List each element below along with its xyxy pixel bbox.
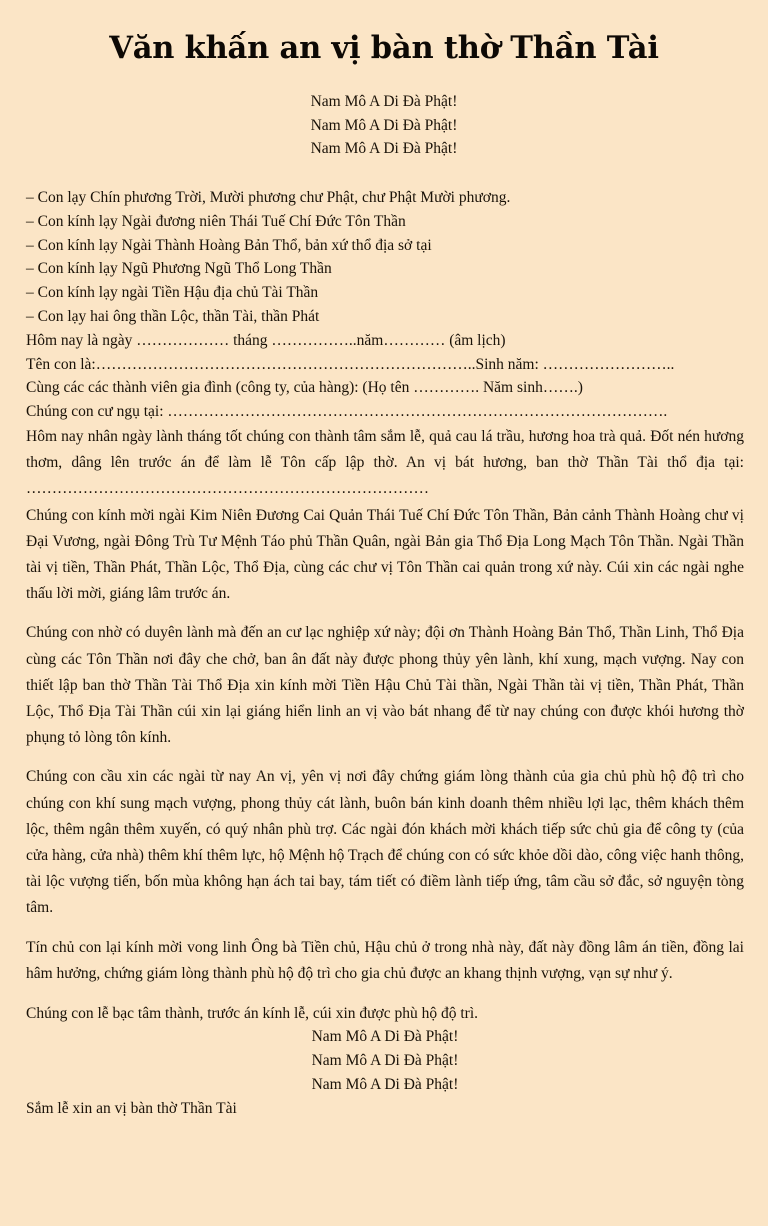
paragraph-offering: Hôm nay nhân ngày lành tháng tốt chúng con thành tâm sắm lễ, quả cau lá trầu, hương hoa trà quả. Đốt nén hương thơm, dâng lên trước án để làm lễ Tôn cấp lập thờ. An vị bát hương, ban thờ Thần Tài thổ địa tại: …………………………………………………………………… (26, 427, 744, 498)
name-line: Tên con là:………………………………………………………………..Sinh năm: …………………….. (26, 355, 675, 373)
invocation-line: – Con kính lạy Ngũ Phương Ngũ Thổ Long Thần (26, 260, 332, 278)
paragraph-gratitude: Chúng con nhờ có duyên lành mà đến an cư lạc nghiệp xứ này; đội ơn Thành Hoàng Bản Thổ, Thần Linh, Thổ Địa cùng các Tôn Thần nơi đây che chở, ban ân đất này được phong thủy yên lành, khí xung, mạch vượng. Nay con thiết lập ban thờ Thần Tài Thổ Địa xin kính mời Tiền Hậu Chủ Tài thần, Ngài Thần tài vị tiền, Thần Phát, Thần Lộc, Thổ Địa Tài Thần cúi xin lại giáng hiển linh an vị vào bát nhang để từ nay chúng con được khói hương thờ phụng tỏ lòng tôn kính. (26, 624, 744, 747)
paragraph-invitation: Chúng con kính mời ngài Kim Niên Đương Cai Quản Thái Tuế Chí Đức Tôn Thần, Bản cảnh Thành Hoàng chư vị Đại Vương, ngài Đông Trù Tư Mệnh Táo phủ Thần Quân, ngài Bản gia Thổ Địa Long Mạch Tôn Thần. Ngài Thần tài vị tiền, Thần Phát, Thần Lộc, Thổ Địa, cùng các chư vị Tôn Thần cai quản trong xứ này. Cúi xin các ngài nghe thấu lời mời, giáng lâm trước án. (26, 506, 744, 603)
closing-chant-line: Nam Mô A Di Đà Phật! (311, 1052, 459, 1070)
invocation-line: – Con lạy Chín phương Trời, Mười phương chư Phật, chư Phật Mười phương. (26, 189, 511, 206)
closing-chant-line: Nam Mô A Di Đà Phật! (311, 1076, 459, 1094)
intro-chant-line: Nam Mô A Di Đà Phật! (310, 140, 458, 157)
invocation-line: – Con kính lạy Ngài Thành Hoàng Bản Thổ, bản xứ thổ địa sở tại (26, 236, 432, 254)
invocation-line: – Con lạy hai ông thần Lộc, thần Tài, thần Phát (26, 307, 320, 325)
intro-chant-line: Nam Mô A Di Đà Phật! (310, 116, 458, 134)
invocation-list (26, 186, 744, 329)
fill-in-form (26, 329, 744, 424)
intro-chant-line: Nam Mô A Di Đà Phật! (310, 93, 458, 110)
invocation-line: – Con kính lạy ngài Tiền Hậu địa chủ Tài Thần (26, 284, 319, 302)
closing-chant-line: Nam Mô A Di Đà Phật! (311, 1028, 459, 1046)
footer-caption: Sắm lễ xin an vị bàn thờ Thần Tài (26, 1100, 237, 1118)
residence-line: Chúng con cư ngụ tại: ……………………………………………………………………………………. (26, 403, 668, 421)
paragraph-prayer: Chúng con cầu xin các ngài từ nay An vị, yên vị nơi đây chứng giám lòng thành của gia chủ phù hộ độ trì cho chúng con khí sung mạch vượng, phong thủy cát lành, buôn bán kinh doanh thêm nhiều lợi lạc, thêm khách thêm lộc, thêm ngân thêm xuyến, có quý nhân phù trợ. Các ngài đón khách mời khách tiếp sức chủ gia để công ty (của cửa hàng, cửa nhà) thêm khí thêm lực, hộ Mệnh hộ Trạch để chúng con có sức khỏe dồi dào, công việc hanh thông, tài lộc vượng tiến, bốn mùa không hạn ách tai bay, tám tiết có điềm lành tiếp ứng, tâm cầu sở đắc, sở nguyện tòng tâm. (26, 768, 744, 917)
invocation-line: – Con kính lạy Ngài đương niên Thái Tuế Chí Đức Tôn Thần (26, 212, 406, 230)
date-line: Hôm nay là ngày ……………… tháng ……………..năm………… (âm lịch) (26, 331, 506, 349)
family-line: Cùng các các thành viên gia đình (công ty, của hàng): (Họ tên …………. Năm sinh…….) (26, 379, 583, 397)
intro-chant (0, 90, 768, 161)
closing-section (26, 1002, 744, 1121)
closing-statement: Chúng con lễ bạc tâm thành, trước án kính lễ, cúi xin được phù hộ độ trì. (26, 1005, 479, 1023)
document-title: Văn khấn an vị bàn thờ Thần Tài (109, 30, 659, 66)
paragraph-ancestors: Tín chủ con lại kính mời vong linh Ông bà Tiền chủ, Hậu chủ ở trong nhà này, đất này đồng lâm án tiền, đồng lai hâm hưởng, chứng giám lòng thành phù hộ độ trì cho gia chủ được an khang thịnh vượng, vạn sự như ý. (26, 938, 744, 982)
document-body (26, 186, 744, 1121)
closing-chant (0, 1025, 744, 1097)
